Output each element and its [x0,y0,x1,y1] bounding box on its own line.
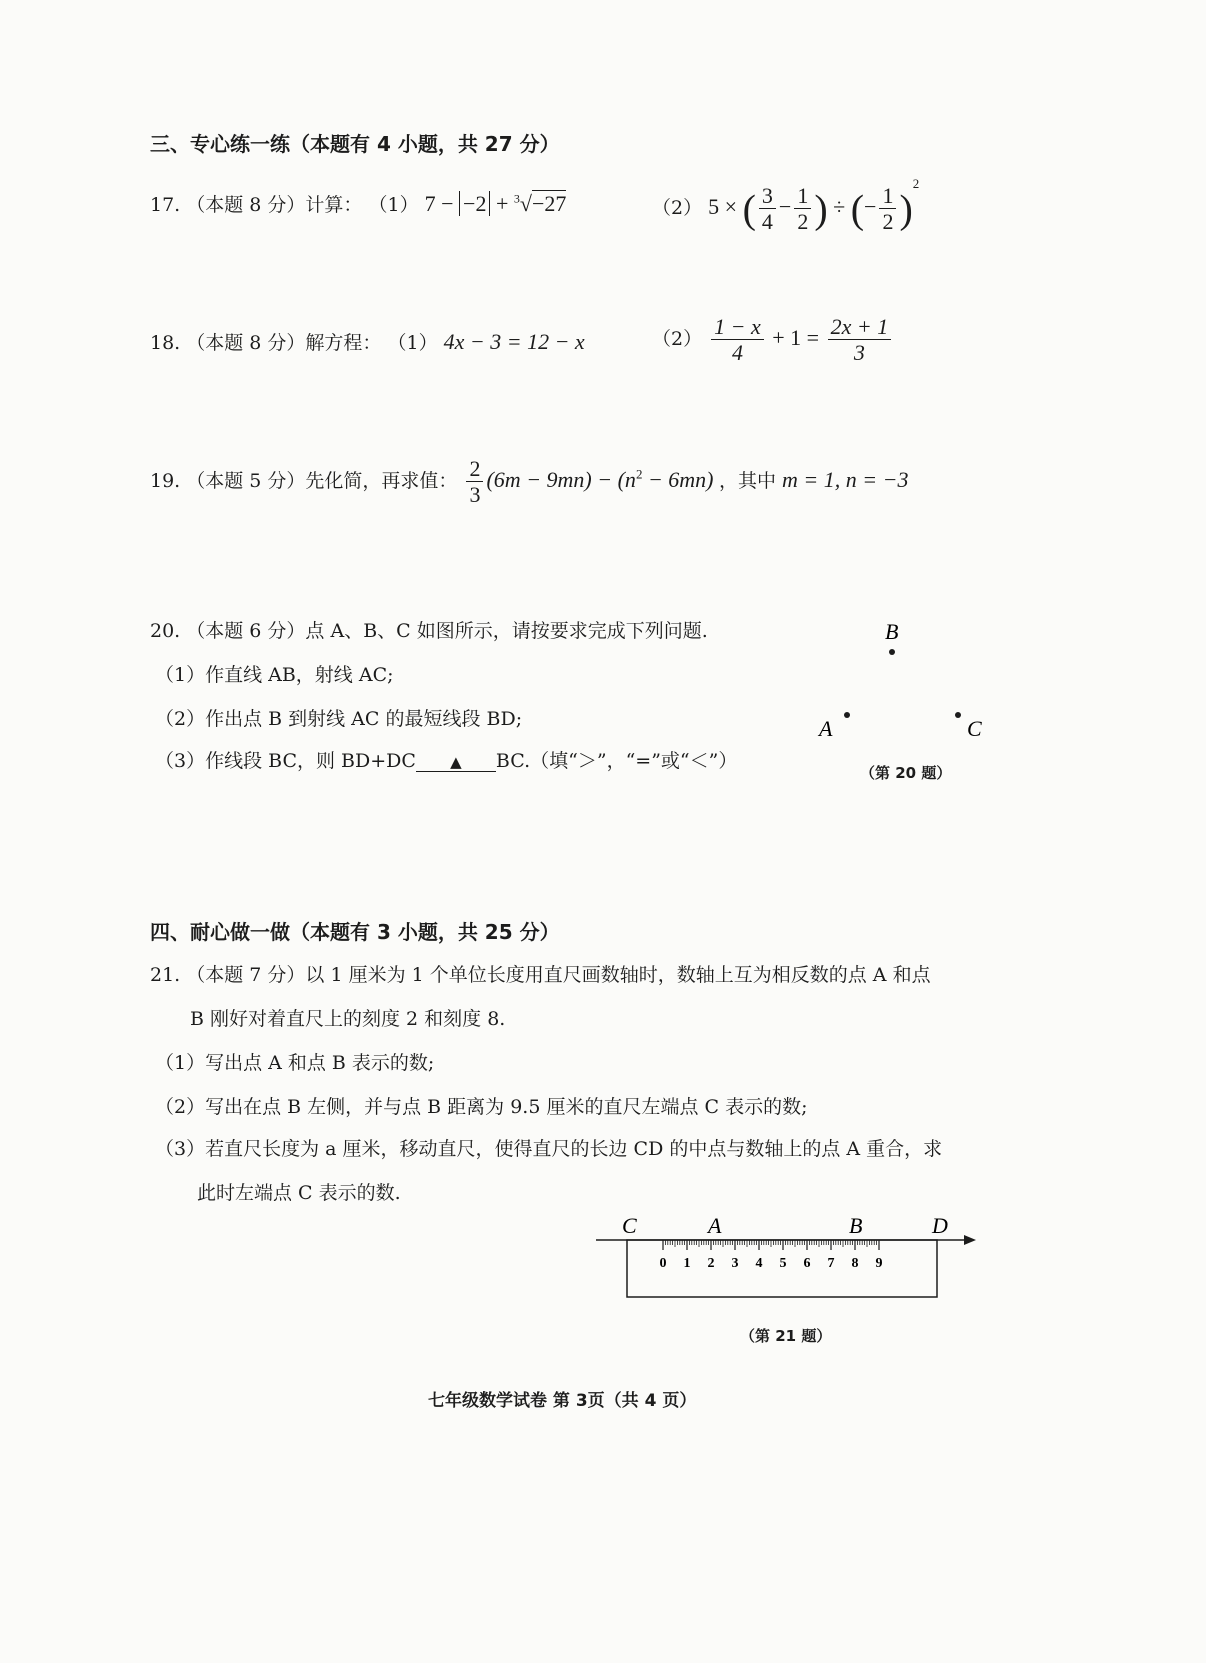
fraction-3-4: $\frac{3}{4}$ [759,183,776,235]
q19-expr-a: (6m − 9mn) − (n [486,466,636,492]
q20-item-3 [155,746,737,773]
q18-header-text: （本题 8 分）解方程： [186,332,382,354]
q21-figure-caption: （第 21 题） [740,1327,832,1345]
fraction-2-3: $\frac{2}{3}$ [466,456,483,508]
radical-sign-icon: √ [519,191,532,216]
right-paren: ) [814,186,828,232]
root-index: 3 [513,191,520,206]
absolute-value: −2 [459,191,490,216]
q17-number: 17. [150,194,181,216]
point-c-label: C [967,716,982,741]
q21-item-3: （3）若直尺长度为 a 厘米，移动直尺，使得直尺的长边 CD 的中点与数轴上的点 A 重合，求 [155,1138,943,1160]
ruler-number: 9 [875,1256,883,1271]
q17-part1-plus: + [495,191,509,216]
q19-condition: m = 1, n = −3 [782,466,909,492]
point-a [844,712,850,718]
section-4-title: 四、耐心做一做（本题有 3 小题，共 25 分） [150,920,560,944]
point-b-label: B [885,619,899,644]
q20-header-text: （本题 6 分）点 A、B、C 如图所示，请按要求完成下列问题. [186,620,708,642]
q21-item-2: （2）写出在点 B 左侧，并与点 B 距离为 9.5 厘米的直尺左端点 C 表示的数; [155,1096,808,1118]
q20-figure [805,612,1015,822]
section-3-title: 三、专心练一练（本题有 4 小题，共 27 分） [150,132,560,156]
q18-part1-label: （1） [387,332,438,354]
ruler-number: 6 [803,1256,811,1271]
q17-part2-expr: 5 × ( $\frac{3}{4}$ − $\frac{1}{2}$ ) ÷ (− $\frac{1}{2}$ )$^2$ [708,176,920,235]
fraction-rhs: $\frac{2x + 1}{3}$ [828,314,892,366]
q18-part1-equation: 4x − 3 = 12 − x [443,329,585,354]
q17-part1-expr [425,191,567,216]
q19-number: 19. [150,469,181,492]
ruler-number: 3 [731,1256,739,1271]
q20-figure-caption: （第 20 题） [860,764,952,782]
radicand: −27 [531,191,567,216]
q20-item3-prefix: （3）作线段 BC，则 BD+DC [155,750,416,772]
fraction-1-2: $\frac{1}{2}$ [794,183,811,235]
ruler-ticks [663,1240,879,1250]
q17-part2-label: （2） [652,197,703,219]
ruler-number: 8 [851,1256,859,1271]
q18-part2-label: （2） [652,327,703,350]
q17-part2-prefix: 5 × [708,194,738,219]
q18-header [150,328,585,355]
q18-part2-middle: + 1 = [772,324,820,350]
point-b [889,649,895,655]
ruler-number: 2 [707,1256,715,1271]
q19: 19. （本题 5 分）先化简，再求值： $\frac{2}{3}$ $(6m - 9mn) - (n^2 - 6mn)$ ，其中 m = 1, n = −3 [150,456,909,508]
q19-condition-prefix: ，其中 [719,469,783,492]
q19-expr-b: − 6mn) [642,466,714,492]
q17-part1-label: （1） [368,194,419,216]
right-paren-2: ) [899,186,913,232]
q20-header [150,616,708,643]
q21-item-1: （1）写出点 A 和点 B 表示的数; [155,1052,435,1074]
q17-header [150,190,566,217]
fraction-lhs: $\frac{1 - x}{4}$ [711,314,764,366]
exponent: 2 [912,176,920,191]
ruler-number: 5 [779,1256,787,1271]
q17-header-text: （本题 8 分）计算： [186,194,363,216]
label-c: C [622,1213,637,1238]
q17-part2 [652,176,919,235]
q20-item-2: （2）作出点 B 到射线 AC 的最短线段 BD; [155,708,523,730]
left-paren-2: ( [850,186,865,232]
axis-arrow-icon [964,1235,976,1245]
q21-line-2: B 刚好对着直尺上的刻度 2 和刻度 8. [190,1008,506,1030]
point-a-label: A [819,716,833,741]
label-a: A [708,1213,722,1238]
label-d: D [932,1213,948,1238]
label-b: B [849,1213,863,1238]
q21-figure [590,1210,990,1310]
ruler-number: 7 [827,1256,835,1271]
ruler-numbers [660,1256,883,1271]
ruler-number: 1 [683,1256,691,1271]
q21-line1-text: （本题 7 分）以 1 厘米为 1 个单位长度用直尺画数轴时，数轴上互为相反数的点 A 和点 [186,964,931,986]
q20-item-1: （1）作直线 AB，射线 AC; [155,664,394,686]
divide-sign: ÷ [833,194,846,219]
page-footer: 七年级数学试卷 第 3页（共 4 页） [428,1391,697,1411]
q21-item-3-cont: 此时左端点 C 表示的数. [197,1182,401,1204]
q19-header-text: （本题 5 分）先化简，再求值： [186,469,458,492]
point-c [955,712,961,718]
q20-number: 20. [150,620,181,642]
ruler-number: 0 [659,1256,667,1271]
q18-part2 [652,314,894,366]
answer-blank: ▲ [416,753,496,772]
q18-number: 18. [150,332,181,354]
q21-number: 21. [150,964,181,986]
ruler-number: 4 [755,1256,763,1271]
left-paren: ( [742,186,756,232]
fraction-1-2-b: $\frac{1}{2}$ [879,183,896,235]
q20-item3-suffix: BC.（填“＞”，“=”或“＜”） [495,750,738,772]
q21-line-1 [150,960,931,987]
q17-part1-prefix: 7 − [424,191,454,216]
